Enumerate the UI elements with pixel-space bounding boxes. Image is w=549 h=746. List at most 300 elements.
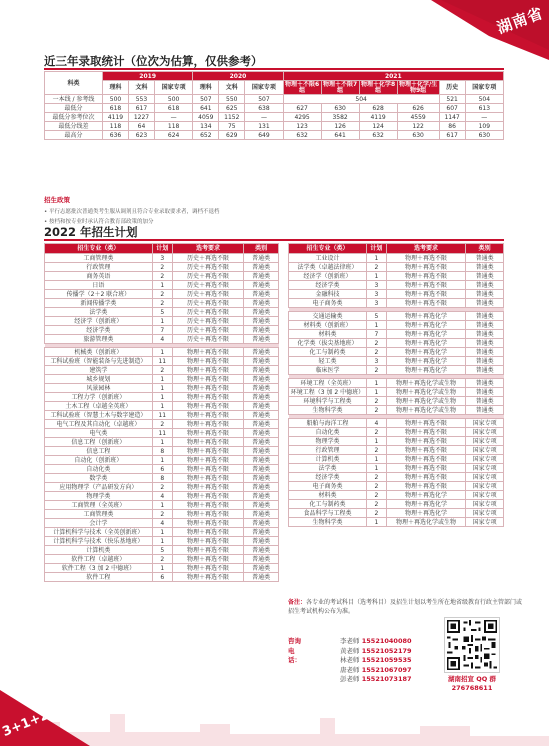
plan-count: 2 xyxy=(152,263,172,272)
major-name: 工程力学（创新班） xyxy=(45,393,153,402)
subject-requirement: 物理＋再选化学或生物 xyxy=(386,379,466,388)
major-name: 法学类 xyxy=(45,308,153,317)
plan-row xyxy=(289,321,504,330)
major-name: 物理学类 xyxy=(45,492,153,501)
major-name: 环境工程（全英班） xyxy=(289,379,367,388)
plan-body-right xyxy=(289,254,504,527)
contact-phone: 15521040080 xyxy=(359,637,412,645)
major-name: 传播学（2＋2 联合班） xyxy=(45,290,153,299)
qq-caption: 湖南招宣 QQ 群 xyxy=(447,675,497,683)
subject-requirement: 物理＋再选化学 xyxy=(386,500,466,509)
sub-header: 历史 xyxy=(439,81,465,95)
subject-requirement: 物理＋再选化学或生物 xyxy=(386,518,466,527)
major-name: 城乡规划 xyxy=(45,375,153,384)
stats-cell: — xyxy=(245,113,283,122)
subject-requirement: 物理＋再选不限 xyxy=(386,464,466,473)
admission-category: 普通类 xyxy=(466,281,504,290)
subject-requirement: 历史＋再选不限 xyxy=(172,299,244,308)
plan-count: 4 xyxy=(152,519,172,528)
major-name: 电气工程及其自动化（卓越班） xyxy=(45,420,153,429)
subject-requirement: 物理＋再选不限 xyxy=(172,375,244,384)
admission-category: 普通类 xyxy=(244,528,279,537)
major-name: 自动化（创新班） xyxy=(45,456,153,465)
stats-cell: 1152 xyxy=(219,113,245,122)
plan-count: 2 xyxy=(366,491,386,500)
stats-cell: 122 xyxy=(397,122,439,131)
plan-count: 11 xyxy=(152,411,172,420)
admission-category: 国家专项 xyxy=(466,446,504,455)
subject-requirement: 物理＋再选不限 xyxy=(172,501,244,510)
stats-cell: 4559 xyxy=(397,113,439,122)
plan-header: 计划 xyxy=(366,244,386,254)
admission-category: 普通类 xyxy=(466,330,504,339)
major-name: 土木工程（卓越全英班） xyxy=(45,402,153,411)
plan-row xyxy=(289,254,504,263)
plan-row xyxy=(45,438,279,447)
plan-count: 1 xyxy=(366,388,386,397)
stats-cell: 630 xyxy=(397,131,439,140)
major-name: 电气类 xyxy=(45,429,153,438)
subject-requirement: 物理＋再选不限 xyxy=(172,465,244,474)
major-name: 金融科技 xyxy=(289,290,367,299)
subject-requirement: 物理＋再选化学或生物 xyxy=(386,388,466,397)
subject-requirement: 物理＋再选不限 xyxy=(172,420,244,429)
subject-requirement: 物理＋再选不限 xyxy=(386,446,466,455)
stats-cell: 3582 xyxy=(321,113,359,122)
plan-count: 1 xyxy=(152,393,172,402)
plan-count: 4 xyxy=(366,419,386,428)
stats-row xyxy=(45,95,504,104)
admission-category: 普通类 xyxy=(466,263,504,272)
admission-category: 普通类 xyxy=(244,420,279,429)
plan-row xyxy=(289,482,504,491)
qr-code xyxy=(444,617,500,673)
remark-text: 各专业的考试科目（选考科目）及招生计划以考生所在地省级教育行政主管部门或招生考试机构公布为准。 xyxy=(288,599,523,615)
contact-list xyxy=(340,637,440,685)
subject-requirement: 物理＋再选不限 xyxy=(172,528,244,537)
plan-row xyxy=(289,437,504,446)
plan-row xyxy=(45,335,279,344)
admission-category: 普通类 xyxy=(244,402,279,411)
plan-count: 2 xyxy=(366,446,386,455)
subject-requirement: 物理＋再选不限 xyxy=(172,348,244,357)
plan-count: 1 xyxy=(152,317,172,326)
subject-requirement: 物理＋再选化学 xyxy=(386,509,466,518)
major-name: 应用物理学（产品研发方向） xyxy=(45,483,153,492)
admission-category: 普通类 xyxy=(244,366,279,375)
contact-name: 林老师 xyxy=(340,656,360,664)
plan-row xyxy=(45,501,279,510)
stats-row-label: 最高分 xyxy=(45,131,103,140)
plan-row xyxy=(45,375,279,384)
subject-requirement: 物理＋再选不限 xyxy=(172,537,244,546)
plan-count: 1 xyxy=(152,528,172,537)
stats-body xyxy=(45,95,504,140)
sub-header: 文科 xyxy=(219,81,245,95)
subject-requirement: 物理＋再选不限 xyxy=(386,473,466,482)
plan-row xyxy=(45,384,279,393)
corner-badge-text: 3+1+2 xyxy=(0,707,52,740)
subject-requirement: 物理＋再选不限 xyxy=(172,438,244,447)
sub-header: 物理＋化学8组 xyxy=(361,80,396,94)
stats-cell: 628 xyxy=(359,104,397,113)
major-name: 信息工程 xyxy=(45,447,153,456)
remark xyxy=(288,598,528,616)
major-name: 计算机科学与技术（全英创新班） xyxy=(45,528,153,537)
stats-cell: 638 xyxy=(245,104,283,113)
subject-requirement: 物理＋再选化学 xyxy=(386,330,466,339)
stats-cell: 507 xyxy=(245,95,283,104)
subject-requirement: 历史＋再选不限 xyxy=(172,290,244,299)
plan-count: 2 xyxy=(366,428,386,437)
plan-header: 类别 xyxy=(466,244,504,254)
subject-requirement: 物理＋再选不限 xyxy=(386,299,466,308)
major-name: 风景园林 xyxy=(45,384,153,393)
subject-requirement: 物理＋再选化学 xyxy=(386,339,466,348)
stats-cell: 636 xyxy=(103,131,129,140)
plan-row xyxy=(45,402,279,411)
admission-category: 普通类 xyxy=(244,299,279,308)
plan-row xyxy=(289,406,504,415)
plan-row xyxy=(45,537,279,546)
subject-requirement: 物理＋再选不限 xyxy=(172,474,244,483)
stats-cell: 75 xyxy=(219,122,245,131)
plan-row xyxy=(45,519,279,528)
stats-cell: 624 xyxy=(154,131,192,140)
major-name: 经济学（创新班） xyxy=(45,317,153,326)
section-title-plan: 2022 年招生计划 xyxy=(44,225,138,239)
plan-row xyxy=(289,299,504,308)
plan-row xyxy=(289,339,504,348)
contact-phone: 15521059535 xyxy=(359,656,412,664)
plan-row xyxy=(289,357,504,366)
plan-count: 1 xyxy=(366,321,386,330)
major-name: 轻工类 xyxy=(289,357,367,366)
major-name: 工业设计 xyxy=(289,254,367,263)
stats-cell: 500 xyxy=(154,95,192,104)
subject-requirement: 物理＋再选化学 xyxy=(386,348,466,357)
plan-row xyxy=(45,492,279,501)
stats-cell: 124 xyxy=(359,122,397,131)
plan-row xyxy=(289,281,504,290)
row-header: 科类 xyxy=(45,72,103,95)
province-label: 湖南省 xyxy=(494,3,546,38)
plan-header: 计划 xyxy=(152,244,172,254)
admission-category: 普通类 xyxy=(244,272,279,281)
stats-cell: 504 xyxy=(283,95,439,104)
stats-cell: 632 xyxy=(359,131,397,140)
major-name: 法学类（卓越法律班） xyxy=(289,263,367,272)
plan-row xyxy=(45,317,279,326)
admission-category: 普通类 xyxy=(244,474,279,483)
subject-requirement: 物理＋再选不限 xyxy=(172,564,244,573)
admission-category: 国家专项 xyxy=(466,437,504,446)
contact-name: 黄老师 xyxy=(340,646,360,655)
plan-row xyxy=(45,564,279,573)
subject-requirement: 物理＋再选化学 xyxy=(386,357,466,366)
policy-item: • 平行志愿批次普通类考生服从调剂且符合专业录取要求者，调档不退档 xyxy=(44,209,220,215)
admission-category: 普通类 xyxy=(244,519,279,528)
stats-cell: 607 xyxy=(439,104,465,113)
stats-cell: — xyxy=(154,113,192,122)
admission-category: 普通类 xyxy=(466,272,504,281)
remark-prefix: 备注： xyxy=(288,599,307,606)
plan-row xyxy=(45,308,279,317)
stats-cell: 1147 xyxy=(439,113,465,122)
major-name: 计算机类 xyxy=(289,455,367,464)
major-name: 工商管理类 xyxy=(45,254,153,263)
plan-count: 5 xyxy=(366,312,386,321)
plan-count: 4 xyxy=(152,492,172,501)
plan-count: 2 xyxy=(366,348,386,357)
stats-cell: 86 xyxy=(439,122,465,131)
admission-category: 普通类 xyxy=(244,335,279,344)
stats-cell: 123 xyxy=(283,122,321,131)
plan-count: 2 xyxy=(152,272,172,281)
plan-count: 4 xyxy=(152,335,172,344)
plan-row xyxy=(45,366,279,375)
admission-category: 国家专项 xyxy=(466,455,504,464)
subject-requirement: 物理＋再选不限 xyxy=(172,357,244,366)
major-name: 旅游管理类 xyxy=(45,335,153,344)
stats-cell: 617 xyxy=(439,131,465,140)
plan-row xyxy=(289,464,504,473)
subject-requirement: 物理＋再选不限 xyxy=(386,263,466,272)
major-name: 商务英语 xyxy=(45,272,153,281)
plan-row xyxy=(45,528,279,537)
stats-cell: 649 xyxy=(245,131,283,140)
major-name: 行政管理 xyxy=(289,446,367,455)
major-name: 建筑学 xyxy=(45,366,153,375)
admission-category: 普通类 xyxy=(244,393,279,402)
plan-count: 2 xyxy=(366,473,386,482)
plan-row xyxy=(45,474,279,483)
plan-row xyxy=(45,411,279,420)
major-name: 化工与制药类 xyxy=(289,348,367,357)
subject-requirement: 物理＋再选不限 xyxy=(386,290,466,299)
policy-item: • 按档和按专业时承认符合教育部政策的加分 xyxy=(44,219,154,225)
subject-requirement: 物理＋再选不限 xyxy=(386,428,466,437)
contact-person xyxy=(340,647,440,657)
plan-count: 2 xyxy=(152,483,172,492)
plan-row xyxy=(45,348,279,357)
stats-cell: 521 xyxy=(439,95,465,104)
subject-requirement: 物理＋再选不限 xyxy=(172,429,244,438)
title-underline xyxy=(44,239,504,241)
admission-category: 国家专项 xyxy=(466,419,504,428)
plan-count: 1 xyxy=(152,501,172,510)
admission-category: 普通类 xyxy=(466,388,504,397)
plan-table-right xyxy=(288,243,504,527)
stats-row xyxy=(45,104,504,113)
major-name: 化学类（拔尖基地班） xyxy=(289,339,367,348)
subject-requirement: 物理＋再选不限 xyxy=(172,510,244,519)
stats-cell: 641 xyxy=(193,104,219,113)
major-name: 自动化类 xyxy=(289,428,367,437)
admission-category: 普通类 xyxy=(244,438,279,447)
major-name: 计算机类 xyxy=(45,546,153,555)
contact-person xyxy=(340,637,440,647)
admission-category: 普通类 xyxy=(244,384,279,393)
subject-requirement: 物理＋再选不限 xyxy=(172,384,244,393)
plan-row xyxy=(289,500,504,509)
major-name: 食品科学与工程类 xyxy=(289,509,367,518)
major-name: 经济学（创新班） xyxy=(289,272,367,281)
admission-category: 普通类 xyxy=(244,492,279,501)
stats-cell: — xyxy=(465,113,503,122)
admission-category: 普通类 xyxy=(244,465,279,474)
sub-header: 物理＋不限7组 xyxy=(323,80,358,94)
stats-cell: 641 xyxy=(321,131,359,140)
plan-header-row xyxy=(45,244,279,254)
stats-cell: 131 xyxy=(245,122,283,131)
plan-count: 2 xyxy=(152,420,172,429)
admission-category: 普通类 xyxy=(466,339,504,348)
major-name: 材料类 xyxy=(289,330,367,339)
plan-row xyxy=(45,357,279,366)
plan-header-row xyxy=(289,244,504,254)
admission-category: 普通类 xyxy=(244,326,279,335)
major-name: 材料类（创新班） xyxy=(289,321,367,330)
admission-category: 国家专项 xyxy=(466,473,504,482)
plan-row xyxy=(289,366,504,375)
subject-requirement: 物理＋再选不限 xyxy=(386,272,466,281)
subject-requirement: 物理＋再选不限 xyxy=(386,281,466,290)
plan-row xyxy=(45,290,279,299)
major-name: 化工与制药类 xyxy=(289,500,367,509)
subject-requirement: 物理＋再选不限 xyxy=(172,546,244,555)
stats-row xyxy=(45,113,504,122)
major-name: 电子商务类 xyxy=(289,482,367,491)
stats-cell: 625 xyxy=(219,104,245,113)
major-name: 会计学 xyxy=(45,519,153,528)
plan-count: 1 xyxy=(152,281,172,290)
major-name: 经济学类 xyxy=(289,281,367,290)
plan-count: 1 xyxy=(366,272,386,281)
plan-count: 3 xyxy=(366,357,386,366)
stats-row-label: 最低分 xyxy=(45,104,103,113)
plan-count: 2 xyxy=(366,366,386,375)
stats-cell: 4059 xyxy=(193,113,219,122)
plan-row xyxy=(45,393,279,402)
admission-category: 普通类 xyxy=(244,501,279,510)
sub-header: 物理＋化学/生物9组 xyxy=(399,80,438,94)
stats-cell: 4119 xyxy=(359,113,397,122)
contact-phone: 15521067097 xyxy=(359,665,412,674)
admission-category: 普通类 xyxy=(466,366,504,375)
plan-row xyxy=(45,429,279,438)
major-name: 软件工程（卓越班） xyxy=(45,555,153,564)
major-name: 电子商务类 xyxy=(289,299,367,308)
subject-requirement: 物理＋再选化学 xyxy=(386,491,466,500)
plan-row xyxy=(45,510,279,519)
plan-count: 3 xyxy=(366,290,386,299)
subject-requirement: 物理＋再选化学 xyxy=(386,366,466,375)
admission-category: 普通类 xyxy=(244,375,279,384)
stats-cell: 618 xyxy=(154,104,192,113)
plan-count: 2 xyxy=(366,500,386,509)
sub-header: 国家专项 xyxy=(465,81,503,95)
plan-row xyxy=(45,420,279,429)
admission-category: 普通类 xyxy=(244,564,279,573)
subject-requirement: 物理＋再选不限 xyxy=(386,437,466,446)
plan-row xyxy=(289,388,504,397)
admission-category: 国家专项 xyxy=(466,509,504,518)
stats-cell: 64 xyxy=(128,122,154,131)
contact-name: 唐老师 xyxy=(340,665,360,674)
stats-cell: 118 xyxy=(154,122,192,131)
stats-row xyxy=(45,122,504,131)
plan-row xyxy=(45,299,279,308)
admission-category: 普通类 xyxy=(244,357,279,366)
title-underline xyxy=(44,68,504,70)
sub-header: 国家专项 xyxy=(154,81,192,95)
major-name: 自动化类 xyxy=(45,465,153,474)
plan-row xyxy=(289,312,504,321)
stats-cell: 553 xyxy=(128,95,154,104)
qq-group xyxy=(436,675,508,693)
plan-count: 2 xyxy=(366,263,386,272)
admission-category: 普通类 xyxy=(244,281,279,290)
stats-cell: 504 xyxy=(465,95,503,104)
stats-cell: 618 xyxy=(103,104,129,113)
major-name: 工科试验班（智慧土木与数字建造） xyxy=(45,411,153,420)
major-name: 工商管理（全英班） xyxy=(45,501,153,510)
major-name: 行政管理 xyxy=(45,263,153,272)
plan-count: 1 xyxy=(366,254,386,263)
subject-requirement: 历史＋再选不限 xyxy=(172,254,244,263)
subject-requirement: 物理＋再选不限 xyxy=(172,555,244,564)
stats-cell: 632 xyxy=(283,131,321,140)
plan-count: 1 xyxy=(366,464,386,473)
admission-category: 普通类 xyxy=(244,537,279,546)
contact-phone: 15521052179 xyxy=(359,646,412,655)
plan-header: 招生专业（类） xyxy=(289,244,367,254)
major-name: 新闻传播学类 xyxy=(45,299,153,308)
plan-count: 1 xyxy=(152,438,172,447)
plan-header: 招生专业（类） xyxy=(45,244,153,254)
admission-category: 普通类 xyxy=(244,429,279,438)
plan-row xyxy=(289,419,504,428)
plan-count: 11 xyxy=(152,357,172,366)
subject-requirement: 物理＋再选不限 xyxy=(172,573,244,582)
plan-row xyxy=(45,254,279,263)
admission-category: 普通类 xyxy=(466,348,504,357)
major-name: 生物科学类 xyxy=(289,518,367,527)
plan-count: 8 xyxy=(152,447,172,456)
admission-category: 普通类 xyxy=(244,546,279,555)
admission-category: 普通类 xyxy=(244,573,279,582)
major-name: 工商管理类 xyxy=(45,510,153,519)
subject-requirement: 物理＋再选不限 xyxy=(172,492,244,501)
stats-cell: 500 xyxy=(103,95,129,104)
admission-category: 普通类 xyxy=(466,290,504,299)
contact-phone: 15521073187 xyxy=(359,675,412,683)
plan-row xyxy=(45,483,279,492)
plan-row xyxy=(289,379,504,388)
subject-requirement: 物理＋再选不限 xyxy=(386,455,466,464)
plan-row xyxy=(289,272,504,281)
year-2020: 2020 xyxy=(193,72,283,81)
major-name: 法学类 xyxy=(289,464,367,473)
plan-count: 7 xyxy=(366,330,386,339)
stats-cell: 4295 xyxy=(283,113,321,122)
stats-cell: 626 xyxy=(397,104,439,113)
plan-count: 5 xyxy=(152,546,172,555)
stats-cell: 1227 xyxy=(128,113,154,122)
stats-cell: 4119 xyxy=(103,113,129,122)
subject-requirement: 历史＋再选不限 xyxy=(172,308,244,317)
